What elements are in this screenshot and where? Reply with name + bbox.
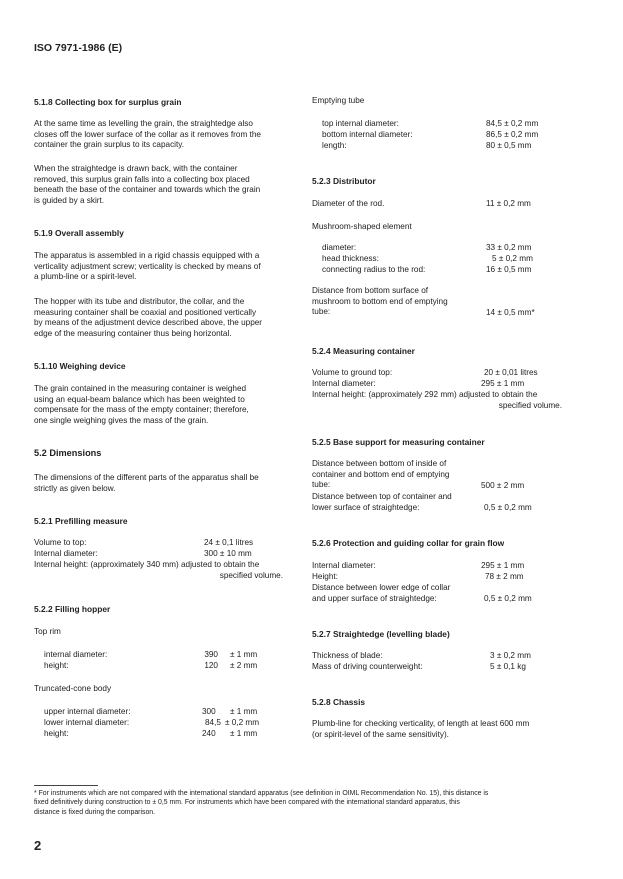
collar-height-label: Height: <box>312 572 338 581</box>
top-rim-diameter-tol: ± 1 mm <box>230 650 258 659</box>
collar-diameter-value: 295 ± 1 mm <box>481 561 525 570</box>
collar-height-value: 78 ± 2 mm <box>485 572 524 581</box>
top-rim-height-num: 120 <box>204 661 218 670</box>
heading-5-2-3: 5.2.3 Distributor <box>312 176 376 186</box>
rod-diameter-value: 11 ± 0,2 mm <box>486 199 531 208</box>
page-number: 2 <box>34 838 42 853</box>
heading-5-1-8: 5.1.8 Collecting box for surplus grain <box>34 97 182 107</box>
heading-5-2-6: 5.2.6 Protection and guiding collar for grain flow <box>312 538 505 548</box>
page-header: ISO 7971-1986 (E) <box>34 42 123 54</box>
mushroom-diameter-value: 33 ± 0,2 mm <box>486 243 532 252</box>
paragraph-5-1-8-a: At the same time as levelling the grain, the straightedge also closes off the lower surface of the collar as it removes from the container the grain surplus to its capacity. <box>34 119 261 150</box>
tube-length-value: 80 ± 0,5 mm <box>486 141 532 150</box>
volume-ground-label: Volume to ground top: <box>312 368 393 377</box>
container-height: Internal height: (approximately 292 mm) adjusted to obtain the <box>312 390 538 399</box>
collar-distance-value: 0,5 ± 0,2 mm <box>484 594 532 603</box>
cone-upper-tol: ± 1 mm <box>230 707 258 716</box>
tube-bottom-label: bottom internal diameter: <box>322 130 413 139</box>
footnote: * For instruments which are not compared with the international standard apparatus (see definition in OIML Recommendation No. 15), this distance is fixed definitively during construction to ± 0,5 mm. For instruments which have been compared with the international standard apparatus, this distance is fixed during the comparison. <box>34 790 489 816</box>
cone-body-label: Truncated-cone body <box>34 684 112 693</box>
paragraph-5-1-10: The grain contained in the measuring container is weighed using an equal-beam balance which has been weighted to compensate for the mass of the empty container; therefore, one single weighing gives the mass of the grain. <box>34 384 249 425</box>
chassis-text: Plumb-line for checking verticality, of length at least 600 mm (or spirit-level of the same sensitivity). <box>312 719 530 739</box>
blade-thickness-value: 3 ± 0,2 mm <box>490 651 531 660</box>
top-rim-height-label: height: <box>44 661 69 670</box>
container-diameter-label: Internal diameter: <box>312 379 376 388</box>
paragraph-5-1-9-a: The apparatus is assembled in a rigid chassis equipped with a verticality adjustment screw; verticality is checked by means of a plumb-line or a spirit-level. <box>34 251 261 282</box>
counterweight-label: Mass of driving counterweight: <box>312 662 423 671</box>
row-internal-height: Internal height: (approximately 340 mm) adjusted to obtain the <box>34 560 260 569</box>
distance-mushroom-value: 14 ± 0,5 mm* <box>486 308 535 317</box>
cone-height-num: 240 <box>202 729 216 738</box>
paragraph-5-1-9-b: The hopper with its tube and distributor, the collar, and the measuring container shall be coaxial and positioned vertically by means of the adjustment device described above, the upper edge of the measuring container thus being horizontal. <box>34 297 263 338</box>
emptying-tube-label: Emptying tube <box>312 96 365 105</box>
row-volume-label: Volume to top: <box>34 538 87 547</box>
tube-top-label: top internal diameter: <box>322 119 399 128</box>
heading-5-2-8: 5.2.8 Chassis <box>312 697 366 707</box>
mushroom-label: Mushroom-shaped element <box>312 222 412 231</box>
row-volume-value: 24 ± 0,1 litres <box>204 538 254 547</box>
blade-thickness-label: Thickness of blade: <box>312 651 383 660</box>
top-rim-height-tol: ± 2 mm <box>230 661 258 670</box>
tube-length-label: length: <box>322 141 347 150</box>
collar-diameter-label: Internal diameter: <box>312 561 376 570</box>
mushroom-head-label: head thickness: <box>322 254 379 263</box>
mushroom-radius-value: 16 ± 0,5 mm <box>486 265 532 274</box>
row-internal-diameter-value: 300 ± 10 mm <box>204 549 252 558</box>
heading-5-2-2: 5.2.2 Filling hopper <box>34 604 111 614</box>
mushroom-head-value: 5 ± 0,2 mm <box>492 254 533 263</box>
top-rim-diameter-label: internal diameter: <box>44 650 108 659</box>
heading-5-2-1: 5.2.1 Prefilling measure <box>34 516 128 526</box>
cone-lower-num: 84,5 <box>205 718 221 727</box>
distance-top-value: 0,5 ± 0,2 mm <box>484 503 532 512</box>
mushroom-radius-label: connecting radius to the rod: <box>322 265 426 274</box>
row-internal-diameter-label: Internal diameter: <box>34 549 98 558</box>
container-height-cont: specified volume. <box>498 401 562 410</box>
paragraph-5-1-8-b: When the straightedge is drawn back, with the container removed, this surplus grain falls into a collecting box placed beneath the base of the container and towards which the grain is guided by a skirt. <box>34 164 261 205</box>
cone-height-tol: ± 1 mm <box>230 729 258 738</box>
row-internal-height-cont: specified volume. <box>219 571 283 580</box>
tube-bottom-value: 86,5 ± 0,2 mm <box>486 130 539 139</box>
heading-5-2-5: 5.2.5 Base support for measuring container <box>312 437 485 447</box>
cone-lower-tol: ± 0,2 mm <box>225 718 260 727</box>
counterweight-value: 5 ± 0,1 kg <box>490 662 526 671</box>
top-rim-label: Top rim <box>34 627 61 636</box>
cone-lower-label: lower internal diameter: <box>44 718 130 727</box>
mushroom-diameter-label: diameter: <box>322 243 357 252</box>
cone-upper-label: upper internal diameter: <box>44 707 131 716</box>
heading-5-2-4: 5.2.4 Measuring container <box>312 346 415 356</box>
heading-5-1-9: 5.1.9 Overall assembly <box>34 228 124 238</box>
distance-top-straightedge: Distance between top of container and lower surface of straightedge: <box>312 492 452 512</box>
tube-top-value: 84,5 ± 0,2 mm <box>486 119 539 128</box>
container-diameter-value: 295 ± 1 mm <box>481 379 525 388</box>
paragraph-5-2: The dimensions of the different parts of the apparatus shall be strictly as given below. <box>34 473 259 493</box>
collar-distance: Distance between lower edge of collar and upper surface of straightedge: <box>312 583 451 603</box>
cone-height-label: height: <box>44 729 69 738</box>
footnote-rule <box>34 785 98 786</box>
distance-mushroom-tube: Distance from bottom surface of mushroom to bottom end of emptying tube: <box>312 286 448 317</box>
distance-bottom-tube: Distance between bottom of inside of container and bottom end of emptying tube: <box>312 459 450 490</box>
rod-diameter-label: Diameter of the rod. <box>312 199 385 208</box>
heading-5-1-10: 5.1.10 Weighing device <box>34 361 126 371</box>
top-rim-diameter-num: 390 <box>204 650 218 659</box>
cone-upper-num: 300 <box>202 707 216 716</box>
distance-bottom-value: 500 ± 2 mm <box>481 481 525 490</box>
heading-5-2-7: 5.2.7 Straightedge (levelling blade) <box>312 629 450 639</box>
heading-5-2: 5.2 Dimensions <box>34 448 102 458</box>
volume-ground-value: 20 ± 0,01 litres <box>484 368 538 377</box>
